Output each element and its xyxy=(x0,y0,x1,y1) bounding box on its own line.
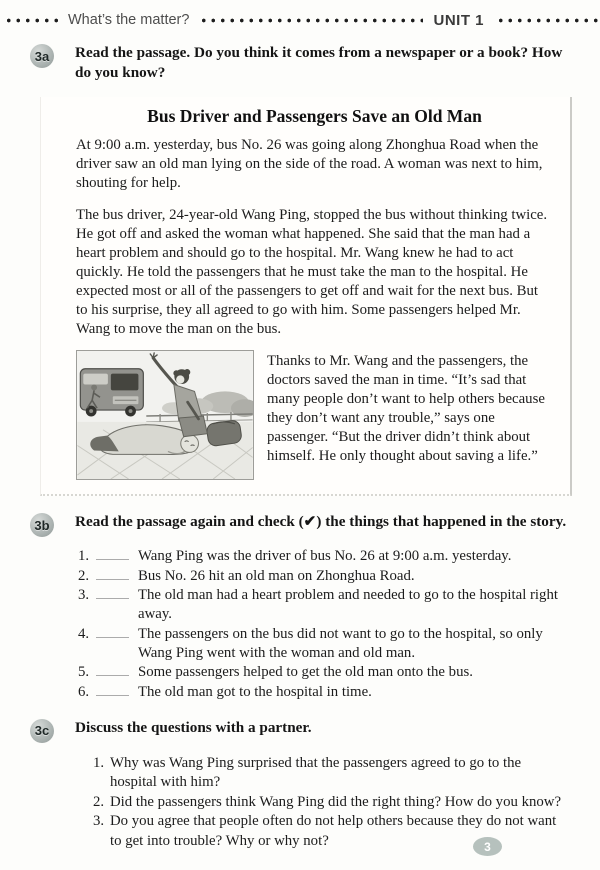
checklist-item-3 xyxy=(78,586,570,624)
item-text: The old man got to the hospital in time. xyxy=(138,683,372,700)
question-text: Did the passengers think Wang Ping did the right thing? How do you know? xyxy=(110,793,562,810)
section-3a-badge: 3a xyxy=(30,44,54,68)
dotted-leader-middle xyxy=(199,17,423,24)
unit-topic-title: What’s the matter? xyxy=(68,12,190,28)
page-number-badge: 3 xyxy=(473,837,502,856)
section-3c-instruction: Discuss the questions with a partner. xyxy=(75,718,312,736)
question-number: 1. xyxy=(93,754,105,771)
question-number: 3. xyxy=(93,813,105,829)
item-number: 6. xyxy=(78,683,90,700)
passage-title: Bus Driver and Passengers Save an Old Man xyxy=(147,106,482,126)
passage-paragraph-2: The bus driver, 24-year-old Wang Ping, stopped the bus without thinking twice. He got off and asked the woman what happened. She said that the man had a heart problem and should go to the hospital. Mr. Wang knew he had to act quickly. He told the passengers that he must take the man to the hospital. He expected most or all of the passengers to get off and wait for the next bus. But to his surprise, they all agreed to go with him. Some passengers helped Mr. Wang to move the man on the bus. xyxy=(76,207,548,337)
item-text: Wang Ping was the driver of bus No. 26 at 9:00 a.m. yesterday. xyxy=(138,548,512,564)
checklist-item-2 xyxy=(78,567,570,586)
checklist-item-6 xyxy=(78,683,570,702)
question-text: Why was Wang Ping surprised that the passengers agreed to go to the hospital with him? xyxy=(110,754,522,790)
discussion-questions xyxy=(93,754,570,852)
rescue-scene-illustration xyxy=(76,350,254,480)
item-number: 4. xyxy=(78,625,90,642)
check-blank-1 xyxy=(96,547,129,560)
checklist-item-1 xyxy=(78,547,570,566)
passage-figure-row xyxy=(76,350,553,480)
check-blank-4 xyxy=(96,625,129,638)
discussion-question-1 xyxy=(93,754,570,793)
bag-icon xyxy=(206,420,242,447)
bus-icon xyxy=(80,369,143,417)
item-number: 2. xyxy=(78,567,90,584)
reading-passage xyxy=(40,97,572,496)
item-number: 1. xyxy=(78,548,90,564)
section-3b-instruction: Read the passage again and check (✔) the things that happened in the story. xyxy=(75,513,567,530)
bus-rescue-illustration-svg xyxy=(77,351,253,479)
item-text: The old man had a heart problem and needed to go to the hospital right away. xyxy=(138,587,558,622)
section-3a-instruction: Read the passage. Do you think it comes from a newspaper or a book? How do you know? xyxy=(75,44,563,81)
item-text: The passengers on the bus did not want to go to the hospital, so only Wang Ping went with the woman and old man. xyxy=(138,625,543,661)
check-blank-3 xyxy=(96,586,129,599)
checklist xyxy=(78,547,570,702)
section-3b-badge: 3b xyxy=(30,513,54,537)
item-text: Bus No. 26 hit an old man on Zhonghua Road. xyxy=(138,567,415,584)
item-text: Some passengers helped to get the old man onto the bus. xyxy=(138,664,473,680)
question-number: 2. xyxy=(93,793,105,810)
item-number: 3. xyxy=(78,587,90,603)
checklist-item-4 xyxy=(78,625,570,663)
checklist-item-5 xyxy=(78,663,570,682)
section-3c-badge: 3c xyxy=(30,719,54,743)
check-blank-6 xyxy=(96,683,129,696)
question-text: Do you agree that people often do not help others because they do not want to get into trouble? Why or why not? xyxy=(110,813,557,849)
dotted-leader-right xyxy=(496,17,600,24)
check-blank-2 xyxy=(96,567,129,580)
page-header xyxy=(0,8,600,30)
section-3a xyxy=(0,43,600,83)
item-number: 5. xyxy=(78,664,90,680)
check-blank-5 xyxy=(96,663,129,676)
passage-paragraph-1: At 9:00 a.m. yesterday, bus No. 26 was going along Zhonghua Road when the driver saw an old man lying on the side of the road. A woman was next to him, shouting for help. xyxy=(76,137,543,191)
section-3c xyxy=(0,718,600,743)
discussion-question-2 xyxy=(93,793,570,813)
passage-paragraph-3: Thanks to Mr. Wang and the passengers, the doctors saved the man in time. “It’s sad that many people don’t want to help others because they don’t want any trouble,” says one passenger. “But the driver didn’t think about himself. He only thought about saving a life.” xyxy=(267,353,545,464)
section-3b xyxy=(0,512,600,537)
dotted-leader-left xyxy=(4,17,62,24)
unit-label: UNIT 1 xyxy=(433,11,484,29)
